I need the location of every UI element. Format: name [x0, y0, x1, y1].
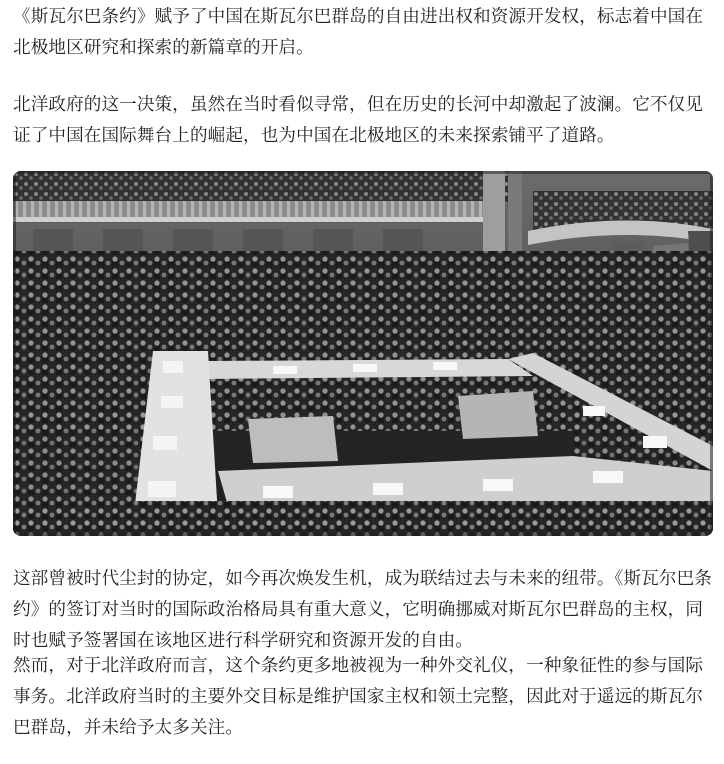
paragraph-1: 《斯瓦尔巴条约》赋予了中国在斯瓦尔巴群岛的自由进出权和资源开发权，标志着中国在北极地区研究和探索的新篇章的开启。	[13, 7, 704, 58]
paragraph-3: 这部曾被时代尘封的协定，如今再次焕发生机，成为联结过去与未来的纽带。《斯瓦尔巴条约》的签订对当时的国际政治格局具有重大意义，它明确挪威对斯瓦尔巴群岛的主权，同时也赋予签署国在该地区进行科学研究和资源开发的自由。	[13, 569, 712, 651]
conference-photo	[13, 171, 713, 536]
paragraph-2: 北洋政府的这一决策，虽然在当时看似寻常，但在历史的长河中却激起了波澜。它不仅见证了中国在国际舞台上的崛起，也为中国在北极地区的未来探索铺平了道路。	[13, 95, 704, 146]
paragraph-4: 然而，对于北洋政府而言，这个条约更多地被视为一种外交礼仪，一种象征性的参与国际事务。北洋政府当时的主要外交目标是维护国家主权和领土完整，因此对于遥远的斯瓦尔巴群岛，并未给予太多关注。	[13, 656, 704, 738]
